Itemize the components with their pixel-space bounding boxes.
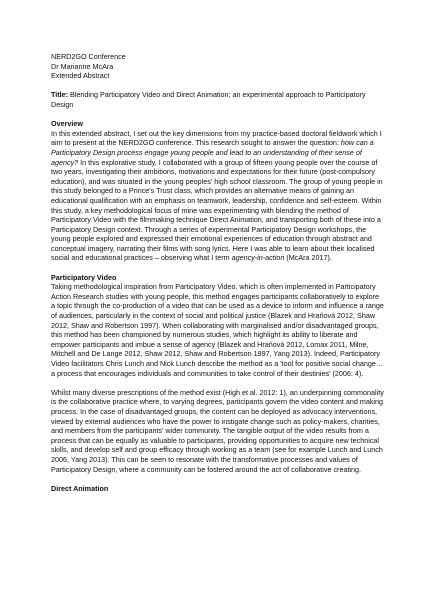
- overview-text-b: In this explorative study, I collaborated with a group of fifteen young people over the course of two years, investigating their ambitions, motivations and expectations for their future (post-compulsory education), and was situated in the young peoples' high school classroom. The group of young people in this study belonged to a Prince's Trust class, which provides an alternative means of gaining an educational qualification with an emphasis on teamwork, leadership, confidence and self-esteem. Within this study, a key methodological focus of mine was experimenting with blending the method of Participatory Video with the filmmaking technique Direct Animation, and transporting both of these into a Participatory Design context. Through a series of experimental Participatory Design workshops, the young people explored and expressed their emotional experiences of education through abstract and conceptual imagery, narrating their films with song lyrics. Here I was able to learn about their localised social and educational practices – observing what I term: [51, 157, 383, 263]
- section-heading-direct-animation: Direct Animation: [51, 483, 109, 493]
- section-heading-overview: Overview: [51, 119, 83, 129]
- spacer: [51, 81, 384, 91]
- overview-paragraph: [51, 129, 384, 263]
- overview-text-a: In this extended abstract, I set out the key dimensions from my practice-based doctoral fieldwork which I aim to present at the NERD2GO conference. This research sought to answer the question:: [51, 128, 382, 148]
- research-question: how can a Participatory Design process engage young people and lead to an understanding of their sense of agency?: [51, 138, 374, 167]
- spacer: [51, 263, 384, 273]
- section-heading-participatory-video: Participatory Video: [51, 272, 117, 282]
- spacer: [51, 474, 384, 484]
- spacer: [51, 110, 384, 120]
- title-text: Blending Participatory Video and Direct Animation; an experimental approach to Participatory Design: [51, 90, 366, 109]
- conference-name: NERD2GO Conference: [51, 52, 126, 61]
- participatory-video-paragraph-1: Taking methodological inspiration from Participatory Video, which is often implemented in Participatory Action Research studies with young people, this method engages participants collaboratively to explore a topic through the co-production of a video that can be used as a device to inform and influence a range of audiences, particularly in the context of social and political justice (Blazek and Hraňová 2012, Shaw 2012, Shaw and Robertson 1997). When collaborating with marginalised and/or disadvantaged groups, this method has been championed by numerous studies, which highlight its ability to liberate and empower participants and imbue a sense of agency (Blazek and Hraňová 2012, Lomax 2011, Milne, Mitchell and De Lange 2012, Shaw 2012, Shaw and Robertson 1997, Yang 2013). Indeed, Participatory Video facilitators Chris Lunch and Nick Lunch describe the method as a 'tool for positive social change… a process that encourages individuals and communities to take control of their destinies' (2006: 4).: [51, 282, 384, 378]
- overview-text-c: (McAra 2017).: [284, 253, 332, 263]
- paper-title: [51, 90, 384, 109]
- spacer: [51, 378, 384, 388]
- participatory-video-paragraph-2: Whilst many diverse prescriptions of the method exist (High et al. 2012: 1), an underpinning commonality is the collaborative practice where, to varying degrees, participants govern the video content and making process. In the case of disadvantaged groups, the content can be deployed as advocacy interventions, viewed by external audiences who have the power to instigate change such as policy-makers, charities, and members from the participants' wider community. The tangible output of the video results from a process that can be equally as valuable to participants, providing opportunities to acquire new technical skills, and develop self and group efficacy through working as a team (see for example Lunch and Lunch 2006, Yang 2013). This can be seen to resonate with the transformative processes and values of Participatory Design, where a community can be fostered around the act of collaborative creating.: [51, 387, 384, 474]
- title-label: Title:: [51, 90, 69, 100]
- document-type: Extended Abstract: [51, 71, 110, 81]
- author-name: Dr Marianne McAra: [51, 61, 114, 71]
- key-term: agency-in-action: [231, 253, 285, 263]
